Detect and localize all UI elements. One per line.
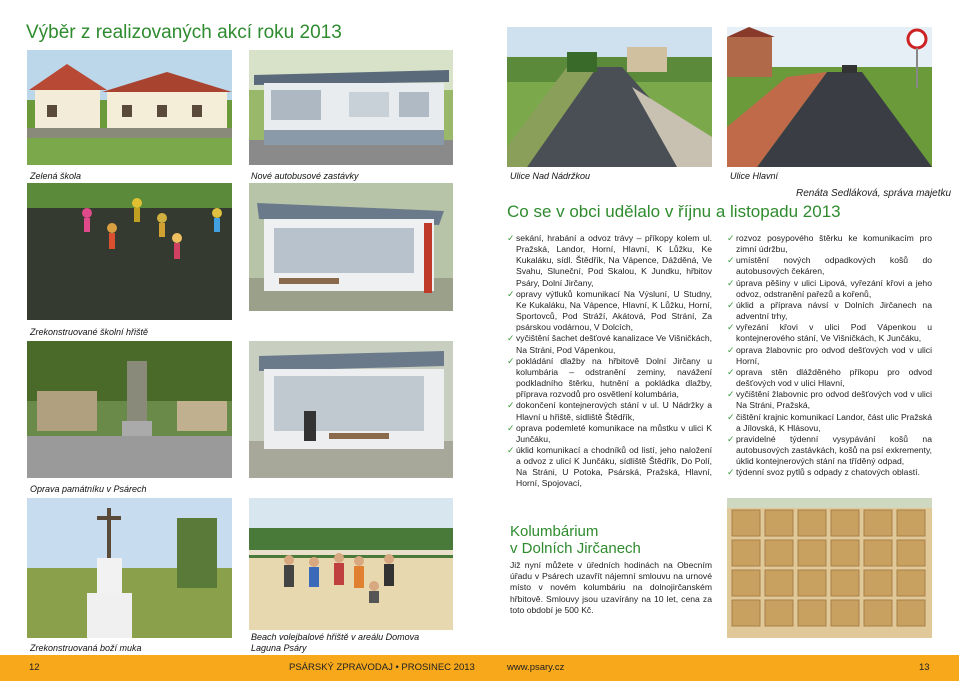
- photo-skolni-hriste: [27, 183, 232, 320]
- task-item: ✓ úklid komunikací a chodníků od listí, jeho naložení a odvoz z ulicí K Junčáku, sídliště Štědřík, Do Polí, Na Stráni, U Potoka, Psárská, Pražská, Hlavní, Horní, Spojovací,: [507, 445, 712, 490]
- task-item: ✓ rozvoz posypového štěrku ke komunikacím pro zimní údržbu,: [727, 233, 932, 255]
- task-item: ✓ týdenní svoz pytlů s odpady z chatových oblastí.: [727, 467, 932, 478]
- photo-ulice-nad-nadrzkou: [507, 27, 712, 167]
- task-item: ✓ pokládání dlažby na hřbitově Dolní Jirčany u kolumbária – odstranění zeminy, navážení podkladního štěrku, hutnění a pokládka dlažby, příprava rozvodů pro osvětlení kolumbária,: [507, 356, 712, 401]
- task-item: ✓ čištění krajnic komunikací Landor, část ulic Pražská a Jílovská, K Hlásovu,: [727, 412, 932, 434]
- article-heading: Co se v obci udělalo v říjnu a listopadu 2013: [507, 202, 841, 221]
- task-item: ✓ vyřezání křovi v ulici Pod Vápenkou u kontejnerového stání, Ve Višničkách, K Junčáku,: [727, 322, 932, 344]
- task-item: ✓ umístění nových odpadkových košů do autobusových čekáren,: [727, 255, 932, 277]
- kolumbarium-title-line2: v Dolních Jirčanech: [510, 540, 641, 557]
- caption-zelena-skola: Zelená škola: [30, 171, 82, 181]
- website-link[interactable]: www.psary.cz: [507, 662, 565, 673]
- task-item: ✓ úprava pěšiny v ulici Lipová, vyřezání křovi a jeho odvoz, odstranění pařezů a kořenů,: [727, 278, 932, 300]
- caption-volejbal-line2: Laguna Psáry: [251, 643, 307, 653]
- task-item: ✓ sekání, hrabání a odvoz trávy – příkopy kolem ul. Pražská, Landor, Horní, Hlavní, K Lůžku, Ke Kukaláku, sídl. Štědřík, Na Vápence, Dážděná, Ve Svahu, Sluneční, Pod Skalou, K Jundku, hřbitov Psáry, Dolní Jirčany,: [507, 233, 712, 289]
- kolumbarium-title-line1: Kolumbárium: [510, 523, 599, 540]
- caption-ulice-hlavni: Ulice Hlavní: [730, 171, 779, 181]
- task-item: ✓ oprava stěn dlážděného příkopu pro odvod dešťových vod v ulici Hlavní,: [727, 367, 932, 389]
- task-item: ✓ úklid a příprava návsí v Dolních Jirčanech na adventní trhy,: [727, 300, 932, 322]
- task-item: ✓ oprava podemleté komunikace na můstku v ulici K Junčáku,: [507, 423, 712, 445]
- task-item: ✓ pravidelné týdenní vysypávání košů na autobusových zastávkách, košů na psí exkrementy, úklid kontejnerových stání na tříděný odpad,: [727, 434, 932, 467]
- kolumbarium-text: Již nyní můžete v úředních hodinách na Obecním úřadu v Psárech uzavřít nájemní smlouvu na urnové místo v novém kolumbáriu na dolnojirčanském hřbitově. Smlouvy jsou uzavírány na 10 let, cena za toto období je 500 Kč.: [510, 560, 712, 615]
- photo-beach-volejbal: [249, 498, 453, 630]
- caption-ulice-nad-nadrzkou: Ulice Nad Nádržkou: [510, 171, 591, 181]
- magazine-name: PSÁRSKÝ ZPRAVODAJ • PROSINEC 2013: [289, 662, 475, 673]
- caption-skolni-hriste: Zrekonstruované školní hřiště: [30, 327, 149, 337]
- task-list-left: [507, 233, 712, 490]
- caption-autobusove-zastavky: Nové autobusové zastávky: [251, 171, 359, 181]
- photo-pamatnik: [27, 341, 232, 478]
- caption-pamatnik: Oprava památníku v Psárech: [30, 484, 147, 494]
- photo-zastavka-2: [249, 183, 453, 311]
- task-list-right: [727, 233, 932, 478]
- photo-autobusova-zastavka: [249, 50, 453, 165]
- task-item: ✓ vyčištění žlabovnic pro odvod dešťových vod v ulici Na Stráni, Pražská,: [727, 389, 932, 411]
- photo-kolumbarium: [727, 498, 932, 638]
- task-item: ✓ oprava žlabovnic pro odvod dešťových vod v ulici Horní,: [727, 345, 932, 367]
- page-title: Výběr z realizovaných akcí roku 2013: [26, 22, 342, 43]
- task-item: ✓ dokončení kontejnerových stání v ul. U Nádržky a Hlavní u hřiště, sídliště Štědřík,: [507, 400, 712, 422]
- photo-bozi-muka: [27, 498, 232, 638]
- page-number-right: 13: [919, 662, 930, 673]
- photo-zastavka-3: [249, 341, 453, 478]
- photo-zelena-skola: [27, 50, 232, 165]
- footer-bar: [0, 655, 959, 681]
- caption-volejbal-line1: Beach volejbalové hřiště v areálu Domova: [251, 632, 420, 642]
- caption-bozi-muka: Zrekonstruovaná boží muka: [30, 643, 142, 653]
- task-item: ✓ vyčištění šachet dešťové kanalizace Ve Višničkách, Na Stráni, Pod Vápenkou,: [507, 333, 712, 355]
- article-author: Renáta Sedláková, správa majetku: [796, 188, 952, 199]
- photo-ulice-hlavni: [727, 27, 932, 167]
- page-number-left: 12: [29, 662, 40, 673]
- task-item: ✓ opravy výtluků komunikací Na Výsluní, U Studny, Ke Kukaláku, Na Vápence, Hlavní, K Lůžku, Horní, Sportovců, Pod Stráží, Akátová, Pod Strání, Za psárskou vodárnou, V Dolcích,: [507, 289, 712, 334]
